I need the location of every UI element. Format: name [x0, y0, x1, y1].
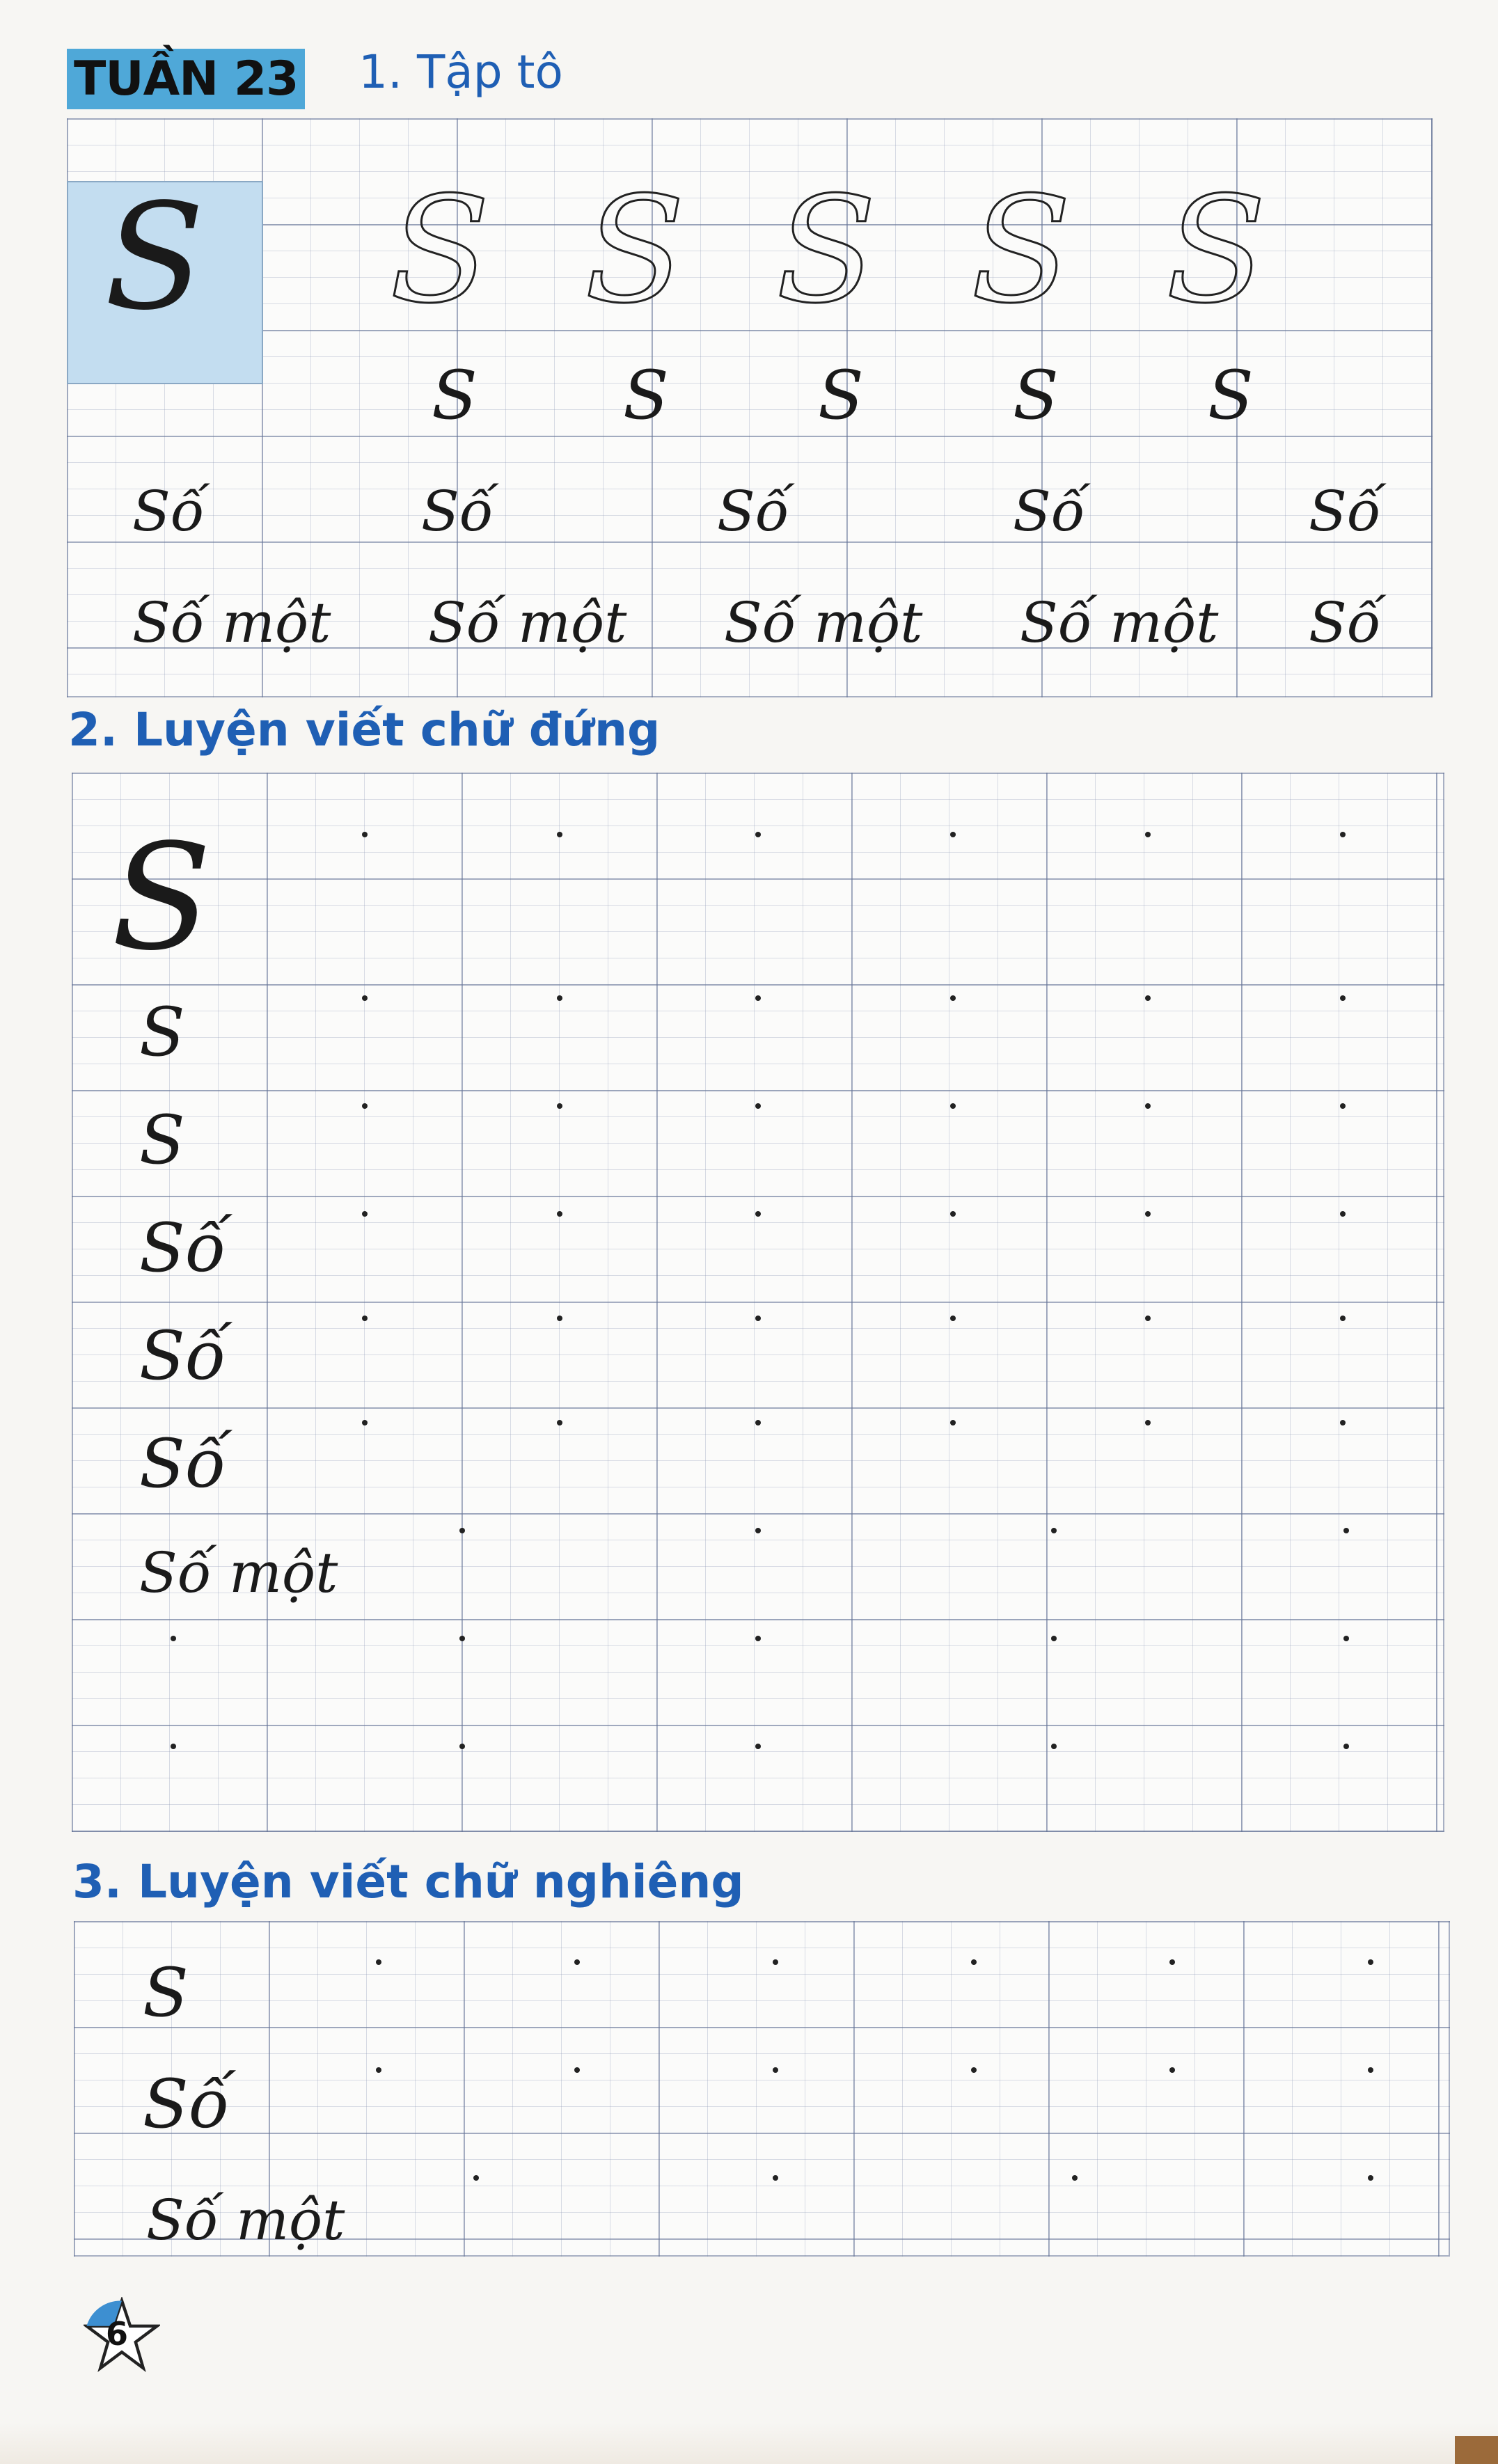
guide-dot	[950, 995, 956, 1001]
guide-dot	[1343, 1744, 1349, 1749]
trace-phrase: Số một	[132, 590, 331, 655]
trace-letter-small: S	[818, 356, 864, 434]
guide-dot	[773, 2175, 778, 2181]
guide-dot	[755, 832, 761, 837]
guide-dot	[1340, 995, 1346, 1001]
guide-dot	[950, 1316, 956, 1321]
guide-dot	[1169, 2067, 1175, 2073]
guide-dot	[1343, 1528, 1349, 1533]
section-title-slanted: 3. Luyện viết chữ nghiêng	[72, 1855, 744, 1909]
guide-dot	[362, 1420, 368, 1426]
guide-dot	[574, 1959, 580, 1965]
guide-dot	[950, 832, 956, 837]
guide-dot	[459, 1636, 465, 1641]
guide-dot	[1051, 1636, 1057, 1641]
guide-dot	[1145, 1316, 1151, 1321]
trace-letter-small: S	[1208, 356, 1254, 434]
guide-dot	[1072, 2175, 1078, 2181]
guide-dot	[459, 1528, 465, 1533]
upright-letter: S	[139, 993, 185, 1071]
guide-dot	[755, 1636, 761, 1641]
guide-dot	[755, 1528, 761, 1533]
trace-syllable: Số	[1309, 479, 1381, 544]
upright-syllable: Số	[139, 1425, 226, 1503]
guide-dot	[1051, 1744, 1057, 1749]
trace-letter-small: S	[623, 356, 669, 434]
guide-dot	[171, 1636, 176, 1641]
trace-syllable: Số	[1309, 590, 1381, 655]
guide-dot	[362, 832, 368, 837]
upright-model-letter: S	[111, 812, 212, 983]
guide-dot	[971, 2067, 977, 2073]
guide-dot	[557, 1211, 562, 1217]
guide-dot	[950, 1103, 956, 1109]
guide-dot	[755, 1744, 761, 1749]
week-badge: TUẦN 23	[67, 49, 305, 109]
upright-letter: S	[139, 1101, 185, 1179]
section-title-upright: 2. Luyện viết chữ đứng	[68, 703, 661, 757]
guide-dot	[473, 2175, 479, 2181]
guide-dot	[1343, 1636, 1349, 1641]
guide-dot	[1145, 995, 1151, 1001]
trace-letter-large: S	[390, 165, 490, 335]
guide-dot	[1145, 1103, 1151, 1109]
slanted-phrase: Số một	[146, 2188, 345, 2252]
guide-dot	[557, 1420, 562, 1426]
slanted-syllable: Số	[143, 2065, 230, 2143]
guide-dot	[362, 1211, 368, 1217]
guide-dot	[1368, 2067, 1373, 2073]
guide-dot	[557, 1103, 562, 1109]
upright-syllable: Số	[139, 1209, 226, 1287]
trace-phrase: Số một	[1020, 590, 1219, 655]
upright-syllable: Số	[139, 1317, 226, 1395]
guide-dot	[755, 1420, 761, 1426]
upright-grid	[72, 773, 1444, 1832]
guide-dot	[362, 1316, 368, 1321]
guide-dot	[557, 832, 562, 837]
guide-dot	[971, 1959, 977, 1965]
guide-dot	[1368, 2175, 1373, 2181]
guide-dot	[362, 995, 368, 1001]
guide-dot	[755, 1211, 761, 1217]
guide-dot	[755, 1103, 761, 1109]
guide-dot	[171, 1744, 176, 1749]
guide-dot	[1340, 1103, 1346, 1109]
guide-dot	[557, 1316, 562, 1321]
trace-phrase: Số một	[428, 590, 627, 655]
guide-dot	[950, 1420, 956, 1426]
upright-phrase: Số một	[139, 1540, 338, 1605]
guide-dot	[1145, 832, 1151, 837]
trace-syllable: Số	[717, 479, 789, 544]
guide-dot	[557, 995, 562, 1001]
trace-letter-large: S	[971, 165, 1071, 335]
guide-dot	[459, 1744, 465, 1749]
trace-letter-large: S	[585, 165, 685, 335]
trace-letter-small: S	[1013, 356, 1059, 434]
page-number: 6	[106, 2315, 129, 2353]
trace-letter-large: S	[1166, 165, 1266, 335]
guide-dot	[773, 2067, 778, 2073]
guide-dot	[1340, 1316, 1346, 1321]
guide-dot	[1340, 832, 1346, 837]
guide-dot	[755, 995, 761, 1001]
slanted-letter: S	[143, 1954, 189, 2032]
section-title-trace: 1. Tập tô	[358, 45, 563, 99]
trace-letter-small: S	[432, 356, 478, 434]
model-letter: S	[104, 172, 205, 342]
guide-dot	[1340, 1420, 1346, 1426]
trace-phrase: Số một	[724, 590, 923, 655]
guide-dot	[1169, 1959, 1175, 1965]
guide-dot	[376, 1959, 381, 1965]
guide-dot	[1145, 1420, 1151, 1426]
page-corner	[1455, 2436, 1498, 2464]
guide-dot	[1340, 1211, 1346, 1217]
guide-dot	[755, 1316, 761, 1321]
guide-dot	[574, 2067, 580, 2073]
page-edge	[0, 2422, 1498, 2464]
trace-syllable: Số	[421, 479, 494, 544]
trace-syllable: Số	[132, 479, 205, 544]
trace-letter-large: S	[776, 165, 876, 335]
guide-dot	[950, 1211, 956, 1217]
guide-dot	[376, 2067, 381, 2073]
guide-dot	[1368, 1959, 1373, 1965]
guide-dot	[1145, 1211, 1151, 1217]
guide-dot	[773, 1959, 778, 1965]
guide-dot	[362, 1103, 368, 1109]
trace-syllable: Số	[1013, 479, 1085, 544]
guide-dot	[1051, 1528, 1057, 1533]
